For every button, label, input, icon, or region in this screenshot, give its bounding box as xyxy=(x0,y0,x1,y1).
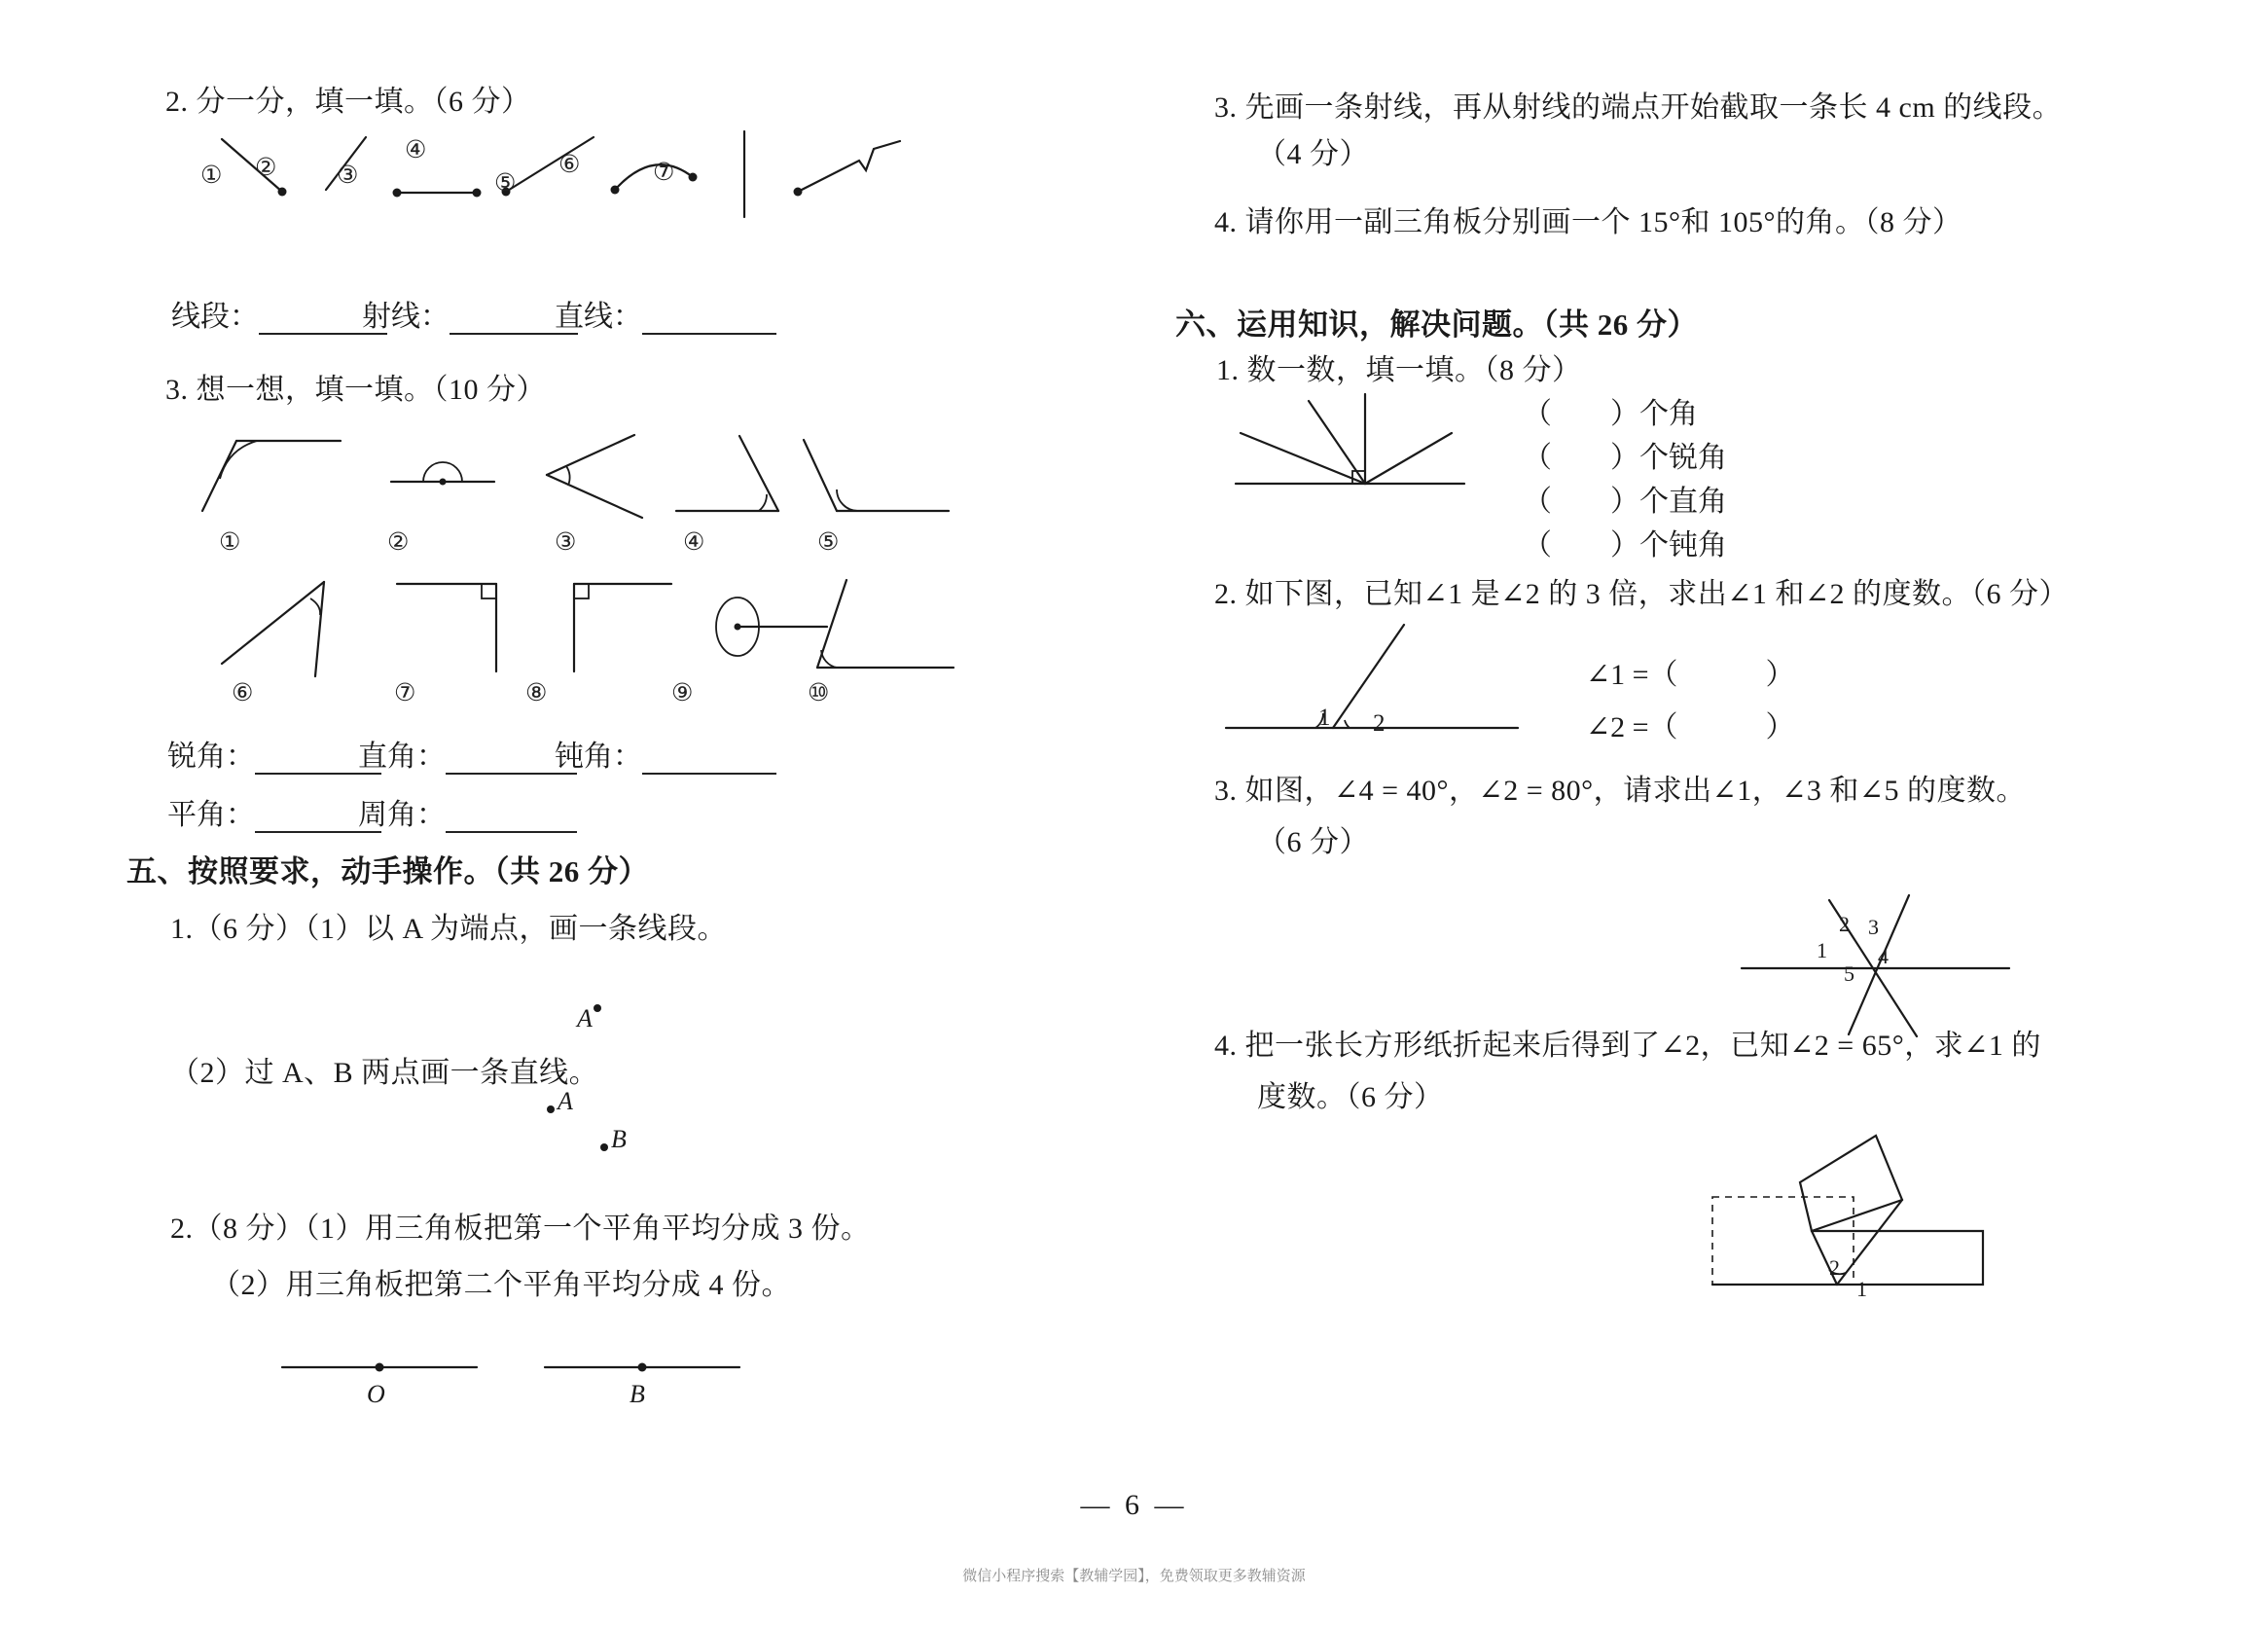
figure-label-6: ⑥ xyxy=(558,152,581,178)
angle-count-svg xyxy=(1236,389,1469,491)
section-6-heading: 六、运用知识，解决问题。（共 26 分） xyxy=(1175,308,1698,342)
q3-figure-label-2: ② xyxy=(387,529,410,556)
q3-blank-straight-label: 平角： xyxy=(167,799,255,831)
figure-label-5: ⑤ xyxy=(494,170,517,197)
section-6-item-1-title: 1. 数一数，填一填。（8 分） xyxy=(1216,354,1582,386)
item-3-angle-label-3: 3 xyxy=(1868,915,1879,939)
q3-figure-label-6: ⑥ xyxy=(232,680,254,706)
vertex-b-label: B xyxy=(630,1380,645,1408)
figure-5-q3 xyxy=(788,428,963,525)
q3-blank-obtuse[interactable] xyxy=(555,732,776,775)
angle-count-answer-obtuse[interactable]: （ ）个钝角 xyxy=(1523,529,1727,561)
item-3-angle-label-2: 2 xyxy=(1839,912,1850,936)
question-2-title: 2. 分一分，填一填。（6 分） xyxy=(165,86,531,118)
item-3-angle-label-1: 1 xyxy=(1817,938,1827,962)
right-question-3-line-2: （4 分） xyxy=(1257,138,1369,170)
section-6-item-4-line-2: 度数。（6 分） xyxy=(1257,1081,1444,1113)
right-question-4-line-1: 4. 请你用一副三角板分别画一个 15°和 105°的角。（8 分） xyxy=(1214,206,1962,238)
vertex-o-label: O xyxy=(367,1380,385,1408)
q3-figure-label-4: ④ xyxy=(683,529,705,556)
q3-blank-round-label: 周角： xyxy=(358,799,446,831)
point-a-label-1: A xyxy=(577,1004,593,1032)
figure-label-1: ① xyxy=(200,163,223,189)
point-b-label: B xyxy=(611,1125,627,1153)
q2-blank-ray[interactable] xyxy=(362,292,578,335)
q3-figure-label-3: ③ xyxy=(555,529,577,556)
point-a-label-2: A xyxy=(558,1087,573,1115)
q3-figure-label-5: ⑤ xyxy=(817,529,840,556)
figure-label-3: ③ xyxy=(337,163,359,189)
angle-count-figure xyxy=(1236,389,1469,491)
q3-blank-acute-label: 锐角： xyxy=(167,741,255,773)
section-6-item-4-line-1: 4. 把一张长方形纸折起来后得到了∠2，已知∠2 = 65°，求∠1 的 xyxy=(1214,1030,2041,1062)
section-5-item-1-line-2: （2）过 A、B 两点画一条直线。 xyxy=(170,1057,599,1089)
section-6-item-3-line-2: （6 分） xyxy=(1257,826,1369,858)
q3-blank-right-label: 直角： xyxy=(358,741,446,773)
figures-svg-q3-row2 xyxy=(185,574,866,681)
q3-blank-straight[interactable] xyxy=(167,790,381,833)
item-4-angle-label-1: 1 xyxy=(1856,1277,1867,1301)
section-6-item-3-line-1: 3. 如图，∠4 = 40°，∠2 = 80°，请求出∠1，∠3 和∠5 的度数。 xyxy=(1214,775,2027,807)
q2-blank-line-label: 直线： xyxy=(555,301,642,333)
figure-label-2: ② xyxy=(255,155,277,181)
item-2-answer-angle-2[interactable]: ∠2 =（ ） xyxy=(1586,711,1795,743)
q3-blank-obtuse-rule[interactable] xyxy=(642,745,776,775)
q3-figure-label-8: ⑧ xyxy=(525,680,548,706)
q2-blank-line-rule[interactable] xyxy=(642,306,776,335)
item-2-answer-angle-1[interactable]: ∠1 =（ ） xyxy=(1586,659,1795,691)
figure-10-q3 xyxy=(798,574,973,681)
q3-blank-acute[interactable] xyxy=(167,732,381,775)
q3-blank-round-rule[interactable] xyxy=(446,804,577,833)
figure-10-svg xyxy=(798,574,973,681)
q3-figure-label-7: ⑦ xyxy=(394,680,416,706)
question-3-title: 3. 想一想，填一填。（10 分） xyxy=(165,374,546,406)
section-5-heading: 五、按照要求，动手操作。（共 26 分） xyxy=(126,854,649,888)
angle-count-answer-acute[interactable]: （ ）个锐角 xyxy=(1523,442,1727,474)
right-column xyxy=(1175,0,2179,1630)
watermark-text: 微信小程序搜索【教辅学园】，免费领取更多教辅资源 xyxy=(962,1568,1306,1584)
left-column xyxy=(126,0,1119,1630)
q3-figure-label-1: ① xyxy=(219,529,241,556)
item-2-angle-label-2: 2 xyxy=(1373,710,1386,737)
item-4-figure xyxy=(1693,1124,2043,1309)
angle-count-answer-total[interactable]: （ ）个角 xyxy=(1523,398,1698,430)
q3-blank-obtuse-label: 钝角： xyxy=(555,741,642,773)
item-3-angle-label-4: 4 xyxy=(1878,944,1889,968)
q3-blank-round[interactable] xyxy=(358,790,577,833)
q3-figure-label-10: ⑩ xyxy=(808,680,830,706)
q3-blank-right[interactable] xyxy=(358,732,577,775)
figure-label-7: ⑦ xyxy=(653,160,675,186)
item-2-angle-label-1: 1 xyxy=(1318,705,1331,731)
figure-label-4: ④ xyxy=(405,137,427,163)
section-5-item-1-line-1: 1.（6 分）（1）以 A 为端点，画一条线段。 xyxy=(170,913,728,945)
q2-blank-segment-label: 线段： xyxy=(171,301,259,333)
item-4-svg xyxy=(1693,1124,2043,1309)
figures-svg-q3-row1 xyxy=(185,428,788,525)
q3-figure-label-9: ⑨ xyxy=(671,680,694,706)
straight-angle-lines-svg xyxy=(282,1353,778,1392)
angle-count-answer-right[interactable]: （ ）个直角 xyxy=(1523,486,1727,518)
straight-angle-lines xyxy=(282,1353,778,1392)
item-4-angle-label-2: 2 xyxy=(1829,1255,1840,1280)
right-question-3-line-1: 3. 先画一条射线，再从射线的端点开始截取一条长 4 cm 的线段。 xyxy=(1214,91,2063,124)
question-3-figures-row2 xyxy=(185,574,866,681)
figure-5-svg xyxy=(788,428,963,525)
item-3-angle-label-5: 5 xyxy=(1844,961,1854,986)
q2-blank-segment[interactable] xyxy=(171,292,387,335)
q2-blank-line[interactable] xyxy=(555,292,776,335)
q2-blank-ray-label: 射线： xyxy=(362,301,450,333)
question-3-figures-row1 xyxy=(185,428,788,525)
section-5-item-2-line-1: 2.（8 分）（1）用三角板把第一个平角平均分成 3 份。 xyxy=(170,1213,871,1245)
section-6-item-2-title: 2. 如下图，已知∠1 是∠2 的 3 倍，求出∠1 和∠2 的度数。（6 分） xyxy=(1214,578,2070,610)
section-5-item-2-line-2: （2）用三角板把第二个平角平均分成 4 份。 xyxy=(211,1269,791,1301)
page-number: — 6 — xyxy=(1080,1489,1188,1521)
